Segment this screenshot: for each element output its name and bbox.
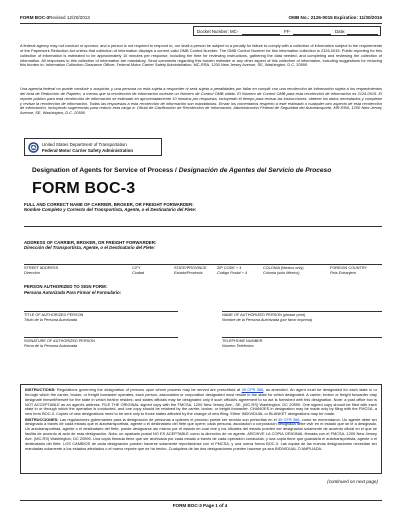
docket-mc-label: Docket Number: MC- (197, 29, 239, 34)
authorized-person-label-es: Persona Autorizada Para Firmar el Formulario: (24, 290, 122, 295)
state-caption: STATE/PROVINCE Estado/Provincia (174, 266, 207, 275)
burden-statement-es: Una agencia federal no puede conducir o auspiciar, y una persona no está sujeta a responder ni será sujeta a penalidades por fallar en cumplir con una recolección de información sujeta a los requerimientos del Acta de Reducción de Papeleo, a menos que la recolección de información muestre un Número de Control OMB válido. El Número de Control OMB para esta recolección de información es 2126-0015. El reporte público para esta recolección de información se estimado en aproximadamente 10 minutos por respuesta, incluyendo el tiempo para revisar las instrucciones, obtener los datos necesitados y completar y revisar la recolección de información. Todas las respuestas a esta recolección de información son mandatorias. Enviar los comentarios respecto a este estimado o cualquier otro aspecto de esta recolección de información, incluyendo sugerencias para reducir esta carga a: Oficial de Clarificación de Recolección de Información, Administración Federal de Seguridad del Autotransporte, MR-RRA, 1200 New Jersey Avenue, SE, Washington, D.C. 20590. (20, 86, 382, 116)
docket-date-field[interactable] (347, 34, 378, 35)
form-heading (32, 167, 331, 174)
form-id: FORM BOC-3 (20, 15, 50, 20)
title-field[interactable] (24, 311, 178, 312)
footer-rule (20, 500, 382, 501)
docket-mc-field[interactable] (242, 34, 280, 35)
authorized-person-label: PERSON AUTHORIZED TO SIGN FORM: (24, 284, 108, 289)
name-field[interactable] (222, 311, 382, 312)
form-heading-es: Designación de Agentes del Servicio de Proceso (178, 167, 332, 174)
carrier-address-label-es: Dirección del Transportista, Agente, o el Destinatario del Flete: (24, 245, 156, 250)
foreign-country-caption: FOREIGN COUNTRY País Extranjero (330, 266, 368, 275)
carrier-name-label-es: Nombre Completo y Correcto del Transportista, Agente, o el Destinatario del Flete: (24, 207, 197, 212)
form-header (20, 15, 382, 22)
telephone-caption: TELEPHONE NUMBER Número Telefónico (222, 339, 263, 348)
instructions-en: INSTRUCTIONS: Regulations governing the designation of persons upon whom process may be served are prescribed at 49 CFR 366, as amended. An agent must be designated for each state in or through which the carrier, broker, or freight forwarder operates; each person, association or corporation designated must reside in the state for which designated. A carrier, broker or freight forwarder may designate himself/herself for the state in which he/she resides; and states officials may be designated only if such official's agreement to so act is furnished with this designation. Note: a post office box is NOT ACCEPTABLE as an agent's address. FILE THE ORIGINAL signed copy with the FMCSA, 1200 New Jersey Ave., SE, (MC-RS) Washington, DC 20590. One signed copy should be filed with each state in or through which the operation is conducted, and one copy should be retained by the carrier, broker, or freight forwarder. CHANGES in designation may be made only by filing with the FMCSA, a new form BOC-3. Copies of new designations need to be sent only to those states affected by the change of new filing. Either INDIVIDUAL or BLANKET designations may be made. (25, 387, 378, 417)
name-caption: NAME OF AUTHORIZED PERSON (please print) Nombre de la Persona Autorizada (por favor imprima) (222, 313, 313, 322)
docket-date-label: Date: (335, 29, 346, 34)
cfr-link-en[interactable]: 49 CFR 366 (241, 387, 264, 392)
revision-date: Revised 12/20/2013 (49, 15, 90, 20)
zip-caption: ZIP CODE + 4 Código Postal + 4 (217, 266, 248, 275)
agency-fmcsa-name: Federal Motor Carrier Safety Administration (42, 148, 134, 153)
omb-number: OMB No.: 2126-0015 Expiration: 11/30/2016 (288, 15, 382, 20)
form-heading-en: Designation of Agents for Service of Process / (32, 167, 179, 174)
telephone-field[interactable] (222, 337, 382, 338)
dot-seal-icon (28, 142, 39, 153)
form-title: FORM BOC-3 (32, 180, 136, 197)
street-address-caption: STREET ADDRESS Dirección (24, 266, 59, 275)
continued-note: (continued on next page) (327, 479, 378, 484)
docket-ff-field[interactable] (293, 34, 331, 35)
cfr-link-es[interactable]: 49 CFR 366 (278, 416, 300, 422)
header-rule (20, 23, 382, 24)
carrier-name-label: FULL AND CORRECT NAME OF CARRIER, BROKER, OR FREIGHT FORWARDER: (24, 202, 194, 207)
carrier-address-label: ADDRESS OF CARRIER, BROKER, OR FREIGHT FORWARDER: (24, 240, 157, 245)
colonia-caption: COLONIA (Mexico only) Colonia (sólo México) (263, 266, 304, 275)
title-caption: TITLE OF AUTHORIZED PERSON Título de la Persona Autorizada (24, 313, 84, 322)
docket-ff-label: FF- (284, 29, 291, 34)
carrier-name-field[interactable] (24, 226, 382, 227)
burden-statement-en: A federal agency may not conduct or sponsor, and a person is not required to respond to, nor shall a person be subject to a penalty for failure to comply with a collection of information subject to the requirements of the Paperwork Reduction Act unless that collection of information displays a current valid OMB Control Number. The OMB Control Number for this information collection is 2126-0015. Public reporting for this collection of information is estimated to be approximately 10 minutes per response, including the time for reviewing instructions, gathering the data needed, and completing and reviewing the collection of information. All responses to this collection of information are mandatory. Send comments regarding this burden estimate or any other aspect of this collection of information, including suggestions for reducing this burden to: Information Collection Clearance Officer, Federal Motor Carrier Safety Administration, MC-RRA, 1200 New Jersey Avenue, SE, Washington, D.C. 20590. (20, 43, 382, 68)
city-caption: CITY Ciudad (132, 266, 145, 275)
agency-dept-name: United States Department of Transportation (42, 142, 127, 147)
signature-caption: SIGNATURE OF AUTHORIZED PERSON Firma de la Persona Autorizada (24, 339, 95, 348)
instructions-es: INSTRUCCIONES: Las regulaciones gobernantes para la designación de personas a quienes el proceso puede ser servido son prescritas en el 49 CFR 366, como se enmendaron. Un agente debe ser designado a través de cada estado que el autotransportista, agente o el destinatario del flete que opere; cada persona, asociación o corporación designada debe vivir en el estado que se le a designado. Un autotransportista, agente o el destinatario del flete, puede designarse así mismo por el estado en cual vive y los oficiales del estado pueden ser designados solamente de acuerdo oficial en el que se facilita de acuerdo al acto de esta designación. Nota: un apartado postal NO ES ACEPTABLE como la dirección de un agente. ARCHIVE LA COPIA ORIGINAL firmada con el FMCSA, 1200 New Jersey Ave. (MC-RS) Washington, DC 20590. Una copia firmada tiene que ser archivada por cada estado a través de cada operación conducida; y una copia tiene que guardarla el autotransportista, agente o el destinatario del flete. LOS CAMBIOS de cada designación pueden hacerse solamente reportándose con el FMCSA, y una nueva forma BOC-3. Las copias de las nuevas designaciones necesitan ser mandadas solamente a los estados afectados o el nuevo reporte que se ha hecho. Cualquiera de las dos designaciones pueden hacerse ya sea INDIVIDUAL O AMPLIADA. (25, 416, 377, 451)
page-footer: FORM BOC-3 Page 1 of 4 (172, 503, 228, 508)
carrier-address-field[interactable] (24, 264, 382, 265)
signature-field[interactable] (24, 337, 178, 338)
agency-logo-box (24, 138, 162, 156)
instructions-box (20, 384, 382, 474)
docket-box (193, 26, 381, 36)
